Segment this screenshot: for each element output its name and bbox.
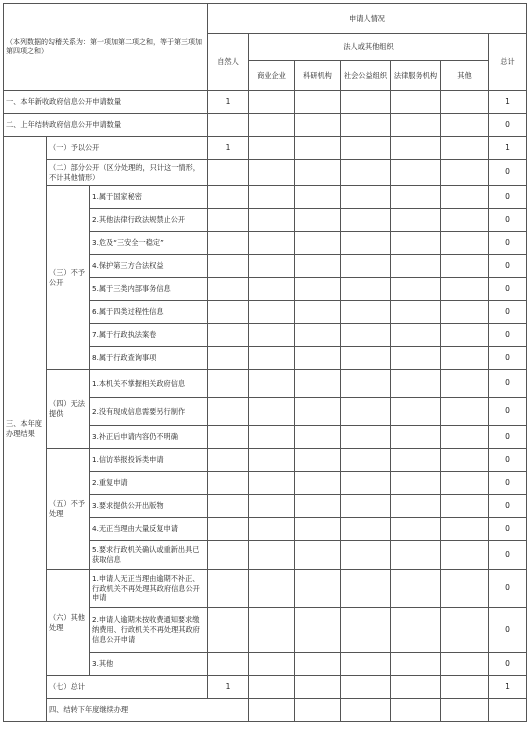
table-row-label: 3.危及“三安全一稳定” xyxy=(90,232,208,255)
table-row-label: 2.没有现成信息需要另行制作 xyxy=(90,398,208,426)
commercial-header: 商业企业 xyxy=(249,61,295,91)
disclosed-label: （一）予以公开 xyxy=(47,137,208,160)
table-row-total: 0 xyxy=(489,570,527,608)
legal-service-header: 法律服务机构 xyxy=(391,61,441,91)
table-row-total: 0 xyxy=(489,370,527,398)
table-row-total: 0 xyxy=(489,541,527,570)
table-row-label: 2.其他法律行政法规禁止公开 xyxy=(90,209,208,232)
table-row-total: 0 xyxy=(489,449,527,472)
table-row-label: 4.无正当理由大量反复申请 xyxy=(90,518,208,541)
table-row-total: 0 xyxy=(489,278,527,301)
table-row-total: 0 xyxy=(489,232,527,255)
grand-total-natural: 1 xyxy=(208,676,249,699)
table-row-label: 3.要求提供公开出版物 xyxy=(90,495,208,518)
new-requests-total: 1 xyxy=(489,91,527,114)
table-row-total: 0 xyxy=(489,653,527,676)
table-row-total: 0 xyxy=(489,347,527,370)
natural-person-header: 自然人 xyxy=(208,34,249,91)
table-row-label: 6.属于四类过程性信息 xyxy=(90,301,208,324)
table-row-total: 0 xyxy=(489,495,527,518)
table-row-total: 0 xyxy=(489,472,527,495)
table-row-label: 1.本机关不掌握相关政府信息 xyxy=(90,370,208,398)
other-header: 其他 xyxy=(441,61,489,91)
table-row-total: 0 xyxy=(489,301,527,324)
table-row-total: 0 xyxy=(489,426,527,449)
partial-disclosure-total: 0 xyxy=(489,160,527,186)
table-row-total: 0 xyxy=(489,518,527,541)
unable-to-provide-group-label: （四）无法提供 xyxy=(47,370,90,449)
table-row-label: 1.申请人无正当理由逾期不补正、行政机关不再处理其政府信息公开申请 xyxy=(90,570,208,608)
table-row-total: 0 xyxy=(489,324,527,347)
not-processed-group-label: （五）不予处理 xyxy=(47,449,90,570)
table-row-label: 1.属于国家秘密 xyxy=(90,186,208,209)
disclosed-natural: 1 xyxy=(208,137,249,160)
other-handling-group-label: （六）其他处理 xyxy=(47,570,90,676)
table-row-label: 2.重复申请 xyxy=(90,472,208,495)
grand-total-total: 1 xyxy=(489,676,527,699)
table-row-total: 0 xyxy=(489,209,527,232)
carried-over-total: 0 xyxy=(489,114,527,137)
table-row-total: 0 xyxy=(489,186,527,209)
table-row-label: 5.属于三类内部事务信息 xyxy=(90,278,208,301)
table-row-total: 0 xyxy=(489,608,527,653)
table-row-label: 3.其他 xyxy=(90,653,208,676)
table-row-label: 3.补正后申请内容仍不明确 xyxy=(90,426,208,449)
social-welfare-header: 社会公益组织 xyxy=(341,61,391,91)
carried-over-label: 二、上年结转政府信息公开申请数量 xyxy=(4,114,208,137)
legal-entity-header: 法人或其他组织 xyxy=(249,34,489,61)
table-row-label: 4.保护第三方合法权益 xyxy=(90,255,208,278)
total-header: 总计 xyxy=(489,34,527,91)
new-requests-natural: 1 xyxy=(208,91,249,114)
section3-label: 三、本年度办理结果 xyxy=(4,137,47,722)
table-row-total: 0 xyxy=(489,255,527,278)
carry-forward-label: 四、结转下年度继续办理 xyxy=(47,699,249,722)
table-row-label: 2.申请人逾期未按收费通知要求缴纳费用、行政机关不再处理其政府信息公开申请 xyxy=(90,608,208,653)
not-disclosed-group-label: （三）不予公开 xyxy=(47,186,90,370)
research-header: 科研机构 xyxy=(295,61,341,91)
table-row-total: 0 xyxy=(489,398,527,426)
relation-note: （本列数据的勾稽关系为：第一项加第二项之和，等于第三项加第四项之和） xyxy=(4,4,208,91)
table-row-label: 5.要求行政机关确认或重新出具已获取信息 xyxy=(90,541,208,570)
table-row-label: 7.属于行政执法案卷 xyxy=(90,324,208,347)
table-row-label: 1.信访举报投诉类申请 xyxy=(90,449,208,472)
disclosed-total: 1 xyxy=(489,137,527,160)
new-requests-label: 一、本年新收政府信息公开申请数量 xyxy=(4,91,208,114)
applicant-situation-header: 申请人情况 xyxy=(208,4,527,34)
disclosure-statistics-table xyxy=(3,3,527,722)
partial-disclosure-label: （二）部分公开（区分处理的，只计这一情形，不计其他情形） xyxy=(47,160,208,186)
table-row-label: 8.属于行政查询事项 xyxy=(90,347,208,370)
grand-total-label: （七）总计 xyxy=(47,676,208,699)
